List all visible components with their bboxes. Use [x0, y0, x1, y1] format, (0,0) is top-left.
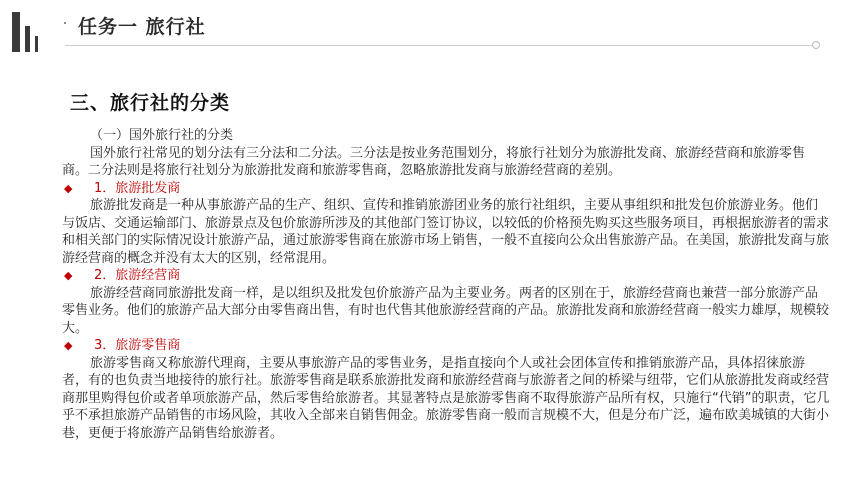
diamond-icon: ◆: [64, 269, 73, 282]
logo-bar-medium: [25, 26, 30, 52]
point-label: 2．旅游经营商: [94, 268, 181, 283]
point-paragraph: 旅游经营商同旅游批发商一样，是以组织及批发包价旅游产品为主要业务。两者的区别在于，旅游经营商也兼营一部分旅游产品零售业务。他们的旅游产品大部分由零售商出售，有时也代售其他旅游经营商的产品。旅游批发商和旅游经营商一般实力雄厚，规模较大。: [62, 285, 830, 336]
diamond-icon: ◆: [64, 339, 73, 352]
header-divider: [65, 45, 817, 46]
point-paragraph: 旅游批发商是一种从事旅游产品的生产、组织、宣传和推销旅游团业务的旅行社组织，主要从事组织和批发包价旅游业务。他们与饭店、交通运输部门、旅游景点及包价旅游所涉及的其他部门签订协议，以较低的价格预先购买这些服务项目，再根据旅游者的需求和相关部门的实际情况设计旅游产品，通过旅游零售商在旅游市场上销售，一般不直接向公众出售旅游产品。在美国，旅游批发商与旅游经营商的概念并没有太大的区别，经常混用。: [62, 198, 830, 266]
point-heading: [62, 180, 830, 198]
page-title: 任务一 旅行社: [78, 16, 206, 38]
point-heading: [62, 337, 830, 355]
diamond-icon: ◆: [64, 181, 73, 195]
section-heading: 三、旅行社的分类: [70, 92, 231, 114]
header-dot: [64, 22, 66, 24]
point-label: 3．旅游零售商: [94, 338, 181, 353]
logo-bar-small: [35, 36, 38, 52]
subsection-title: （一）国外旅行社的分类: [90, 128, 234, 143]
point-heading: [62, 267, 830, 285]
header-divider-end-circle: [812, 41, 820, 49]
logo-bar-large: [12, 12, 20, 52]
header-logo-bars: [12, 12, 40, 54]
point-label: 1．旅游批发商: [94, 180, 181, 196]
point-paragraph: 旅游零售商又称旅游代理商，主要从事旅游产品的零售业务，是指直接向个人或社会团体宣传和推销旅游产品，具体招徕旅游者，有的也负责当地接待的旅行社。旅游零售商是联系旅游批发商和旅游经营商与旅游者之间的桥梁与纽带，它们从旅游批发商或经营商那里购得包价或者单项旅游产品，然后零售给旅游者。其显著特点是旅游零售商不取得旅游产品所有权，只施行“代销”的职责，它几乎不承担旅游产品销售的市场风险，其收入全部来自销售佣金。旅游零售商一般而言规模不大，但是分布广泛，遍布欧美城镇的大街小巷，更便于将旅游产品销售给旅游者。: [62, 355, 830, 441]
intro-paragraph: 国外旅行社常见的划分法有三分法和二分法。三分法是按业务范围划分，将旅行社划分为旅游批发商、旅游经营商和旅游零售商。二分法则是将旅行社划分为旅游批发商和旅游零售商，忽略旅游批发商与旅游经营商的差别。: [62, 145, 806, 178]
body-content: [62, 127, 830, 442]
